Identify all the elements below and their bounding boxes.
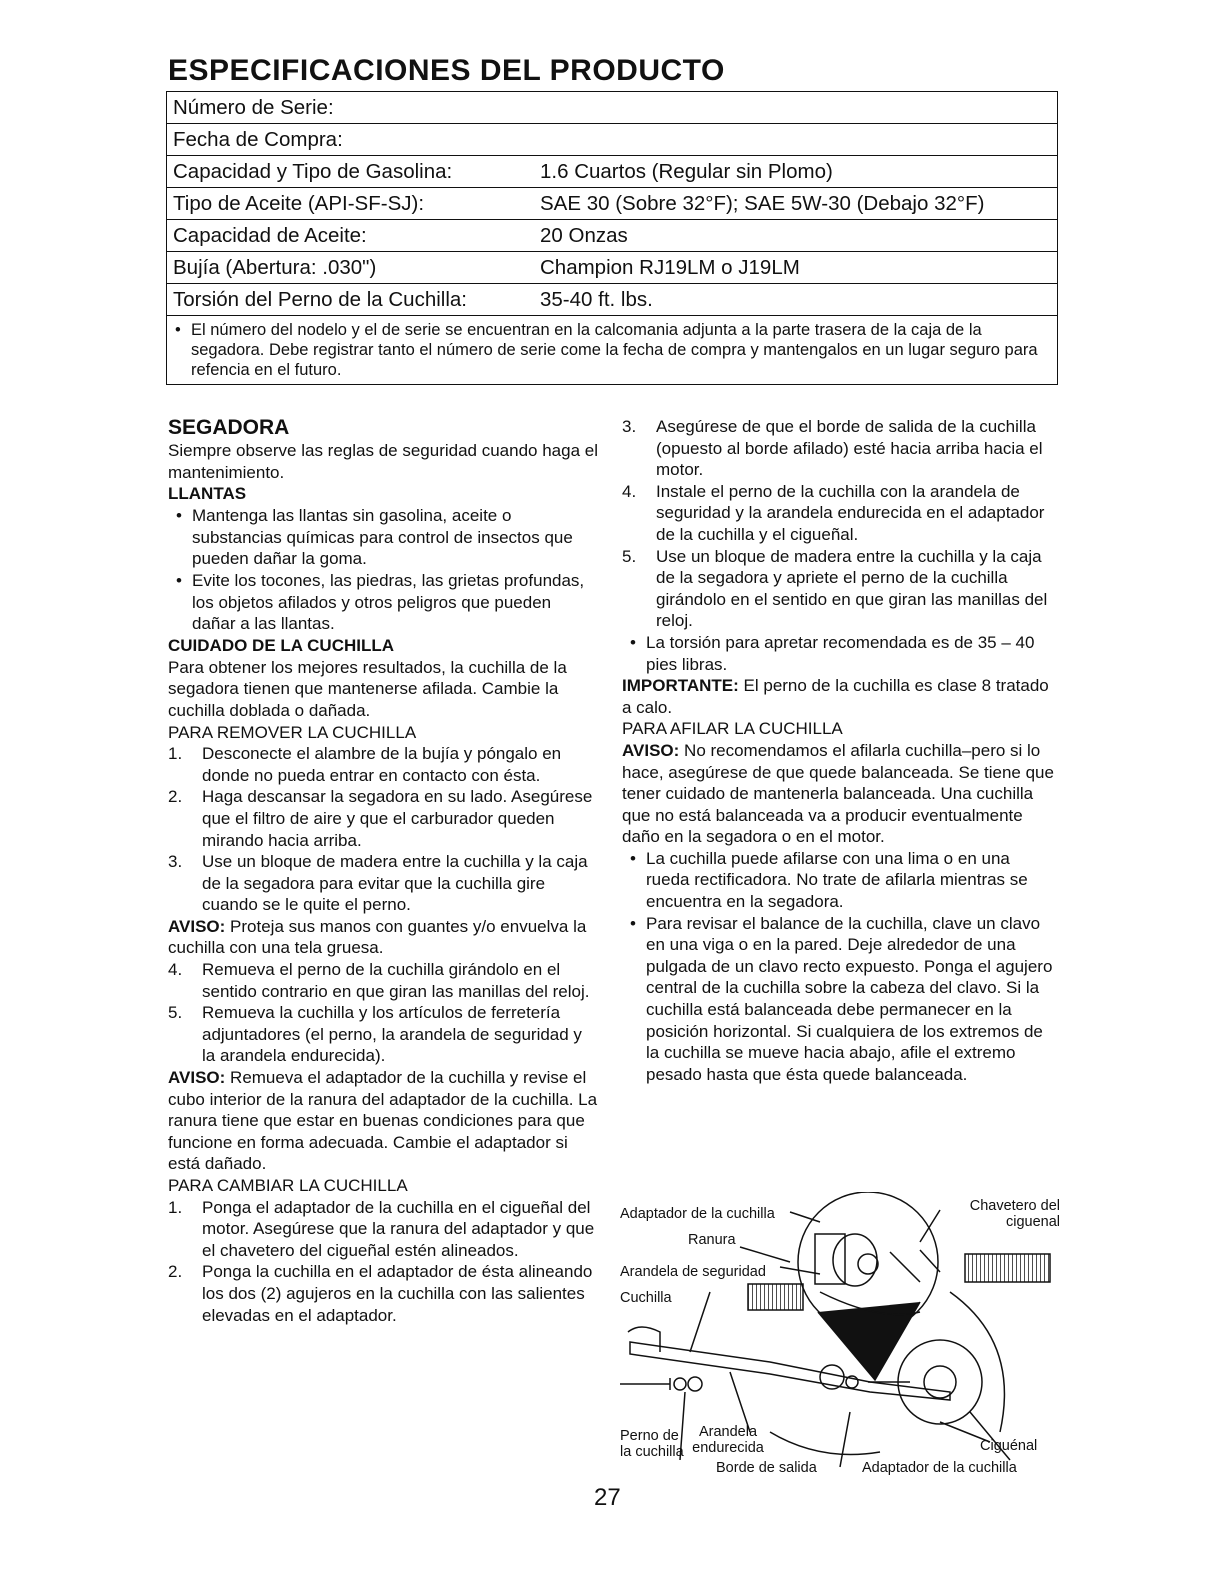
bullet-icon: • [175, 321, 181, 339]
aviso-paragraph [622, 740, 1058, 848]
spec-label: Tipo de Aceite (API-SF-SJ): [167, 188, 535, 220]
step-number: 2. [168, 787, 183, 807]
cambiar-steps [168, 1197, 598, 1327]
step-text: Remueva la cuchilla y los artículos de ferretería adjuntadores (el perno, la arandela de seguridad y la arandela endurecida). [202, 1003, 582, 1066]
step-text: Use un bloque de madera entre la cuchilla y la caja de la segadora para evitar que la cuchilla gire cuando se le quite el perno. [202, 852, 588, 915]
aviso-label: AVISO: [168, 916, 226, 936]
aviso-label: AVISO: [622, 740, 680, 760]
importante-paragraph [622, 675, 1058, 718]
subheading-remover: PARA REMOVER LA CUCHILLA [168, 722, 417, 742]
list-item [168, 959, 598, 1002]
page-number: 27 [594, 1484, 621, 1511]
step-text: Ponga la cuchilla en el adaptador de ésta alineando los dos (2) agujeros en la cuchilla con las salientes elevadas en el adaptador. [202, 1262, 593, 1325]
label-cuchilla: Cuchilla [620, 1290, 672, 1306]
spec-label: Bujía (Abertura: .030") [167, 252, 535, 284]
spec-note-cell [167, 316, 1058, 385]
spec-label: Número de Serie: [167, 92, 535, 124]
llantas-list [168, 505, 598, 635]
spec-note-row [167, 316, 1058, 385]
list-item [168, 1002, 598, 1067]
spec-value: SAE 30 (Sobre 32°F); SAE 5W-30 (Debajo 32°F) [534, 188, 1058, 220]
bullet-text: La cuchilla puede afilarse con una lima o en una rueda rectificadora. No trate de afilarla mientras se encuentra en la segadora. [646, 848, 1028, 912]
right-column [622, 416, 1058, 1085]
spec-label: Capacidad de Aceite: [167, 220, 535, 252]
bullet-icon: • [630, 913, 636, 933]
list-item [168, 505, 598, 570]
step-text: Desconecte el alambre de la bujía y póngalo en donde no pueda entrar en contacto con ésta. [202, 744, 562, 785]
list-item [168, 570, 598, 635]
label-ciguenal: Ciguénal [980, 1438, 1038, 1454]
importante-label: IMPORTANTE: [622, 676, 739, 696]
remover-steps-continued [168, 959, 598, 1067]
step-number: 1. [168, 744, 183, 764]
spec-note: El número del nodelo y el de serie se encuentran en la calcomania adjunta a la parte trasera de la caja de la segadora. Debe registrar tanto el número de serie come la fecha de compra y mantengalos en un lugar seguro para refencia en el futuro. [191, 321, 1038, 379]
step-number: 3. [168, 852, 183, 872]
intro-text: Siempre observe las reglas de seguridad cuando haga el mantenimiento. [168, 441, 598, 482]
list-item [622, 913, 1058, 1086]
left-column [168, 416, 598, 1326]
torsion-text: La torsión para apretar recomendada es de 35 – 40 pies libras. [646, 632, 1035, 674]
spec-value: 1.6 Cuartos (Regular sin Plomo) [534, 156, 1058, 188]
step-text: Haga descansar la segadora en su lado. Asegúrese que el filtro de aire y que el carburador queden mirando hacia arriba. [202, 787, 593, 850]
spec-label: Capacidad y Tipo de Gasolina: [167, 156, 535, 188]
spec-row [167, 284, 1058, 316]
list-item [622, 546, 1058, 632]
subheading-llantas: LLANTAS [168, 484, 247, 504]
step-number: 3. [622, 417, 637, 436]
spec-value: 20 Onzas [534, 220, 1058, 252]
remover-steps [168, 743, 598, 916]
label-chavetero: Chavetero del ciguenal [969, 1198, 1060, 1230]
list-item [168, 851, 598, 916]
label-arandela-seguridad: Arandela de seguridad [620, 1264, 766, 1280]
spec-label: Torsión del Perno de la Cuchilla: [167, 284, 535, 316]
list-item [168, 1261, 598, 1326]
section-heading-segadora: SEGADORA [168, 416, 290, 439]
spec-row [167, 252, 1058, 284]
spec-row [167, 220, 1058, 252]
install-steps [622, 416, 1058, 632]
afilar-list [622, 848, 1058, 1086]
list-item [168, 1197, 598, 1262]
step-number: 4. [622, 481, 637, 501]
subheading-cambiar: PARA CAMBIAR LA CUCHILLA [168, 1176, 408, 1195]
spec-value [534, 124, 1058, 156]
bullet-text: Evite los tocones, las piedras, las grietas profundas, los objetos afilados y otros peligros que pueden dañar a las llantas. [192, 570, 585, 634]
cuidado-text: Para obtener los mejores resultados, la cuchilla de la segadora tienen que mantenerse afilada. Cambie la cuchilla doblada o dañada. [168, 657, 567, 720]
spec-row [167, 188, 1058, 220]
label-adaptador-bottom: Adaptador de la cuchilla [862, 1460, 1017, 1476]
label-arandela-endurecida: Arandela endurecida [692, 1424, 764, 1456]
spec-value: Champion RJ19LM o J19LM [534, 252, 1058, 284]
spec-row [167, 92, 1058, 124]
bullet-icon: • [176, 506, 182, 526]
step-number: 2. [168, 1262, 183, 1282]
aviso-text: Remueva el adaptador de la cuchilla y revise el cubo interior de la ranura del adaptador de la cuchilla. La ranura tiene que estar en buenas condiciones para que funcione en forma adecuada. Cambie el adaptador si está dañado. [168, 1068, 598, 1174]
step-text: Instale el perno de la cuchilla con la arandela de seguridad y la arandela endurecida en el adaptador de la cuchilla y el cigueñal. [656, 481, 1045, 544]
aviso-paragraph [168, 1067, 598, 1175]
label-adaptador-top: Adaptador de la cuchilla [620, 1206, 775, 1222]
blade-assembly-diagram [620, 1192, 1060, 1482]
bullet-icon: • [630, 632, 636, 652]
aviso-text: No recomendamos el afilarla cuchilla–pero si lo hace, asegúrese de que quede balanceada. Se tiene que tener cuidado de mantenerla balanceada. Una cuchilla que no está balanceada va a producir eventualmente daño en la segadora o en el motor. [622, 740, 1054, 847]
importante-text: El perno de la cuchilla es clase 8 tratado a calo. [622, 676, 1049, 717]
bullet-text: Mantenga las llantas sin gasolina, aceite o substancias químicas para control de insectos que pueden dañar la goma. [192, 506, 573, 569]
step-text: Use un bloque de madera entre la cuchilla y la caja de la segadora y apriete el perno de la cuchilla girándolo en el sentido en que giran las manillas del reloj. [656, 546, 1048, 631]
spec-row [167, 124, 1058, 156]
spec-row [167, 156, 1058, 188]
step-number: 1. [168, 1197, 183, 1217]
list-item [622, 848, 1058, 913]
step-number: 4. [168, 960, 183, 980]
bullet-icon: • [630, 848, 636, 868]
list-item [622, 632, 1058, 675]
step-number: 5. [168, 1003, 183, 1023]
subheading-cuidado: CUIDADO DE LA CUCHILLA [168, 635, 395, 655]
bullet-text: Para revisar el balance de la cuchilla, clave un clavo en una viga o en la pared. Deje alrededor de una pulgada de un clavo recto expuesto. Ponga el agujero central de la cuchilla sobre la cabeza del clavo. Si la cuchilla está balanceada debe permanecer en la posición horizontal. Si cualquiera de los extremos de la cuchilla se mueve hacia abajo, afile el extremo pesado hasta que ésta quede balanceada. [646, 913, 1053, 1084]
list-item [168, 786, 598, 851]
spec-label: Fecha de Compra: [167, 124, 535, 156]
list-item [622, 416, 1058, 481]
label-perno: Perno de la cuchilla [620, 1428, 684, 1460]
step-text: Remueva el perno de la cuchilla girándolo en el sentido contrario en que giran las manillas del reloj. [202, 960, 590, 1001]
list-item [622, 481, 1058, 546]
aviso-text: Proteja sus manos con guantes y/o envuelva la cuchilla con una tela gruesa. [168, 916, 587, 958]
aviso-paragraph [168, 916, 598, 959]
list-item [168, 743, 598, 786]
spec-value [534, 92, 1058, 124]
label-ranura: Ranura [688, 1232, 736, 1248]
step-text: Asegúrese de que el borde de salida de la cuchilla (opuesto al borde afilado) esté hacia arriba hacia el motor. [656, 417, 1043, 480]
step-text: Ponga el adaptador de la cuchilla en el cigueñal del motor. Asegúrese que la ranura del adaptador y que el chavetero del cigueñal estén alineados. [202, 1197, 595, 1260]
aviso-label: AVISO: [168, 1068, 226, 1088]
bullet-icon: • [176, 570, 182, 590]
page-title: ESPECIFICACIONES DEL PRODUCTO [168, 54, 725, 87]
spec-value: 35-40 ft. lbs. [534, 284, 1058, 316]
label-borde: Borde de salida [716, 1460, 817, 1476]
subheading-afilar: PARA AFILAR LA CUCHILLA [622, 719, 843, 739]
specs-table [166, 91, 1058, 385]
step-number: 5. [622, 546, 637, 566]
